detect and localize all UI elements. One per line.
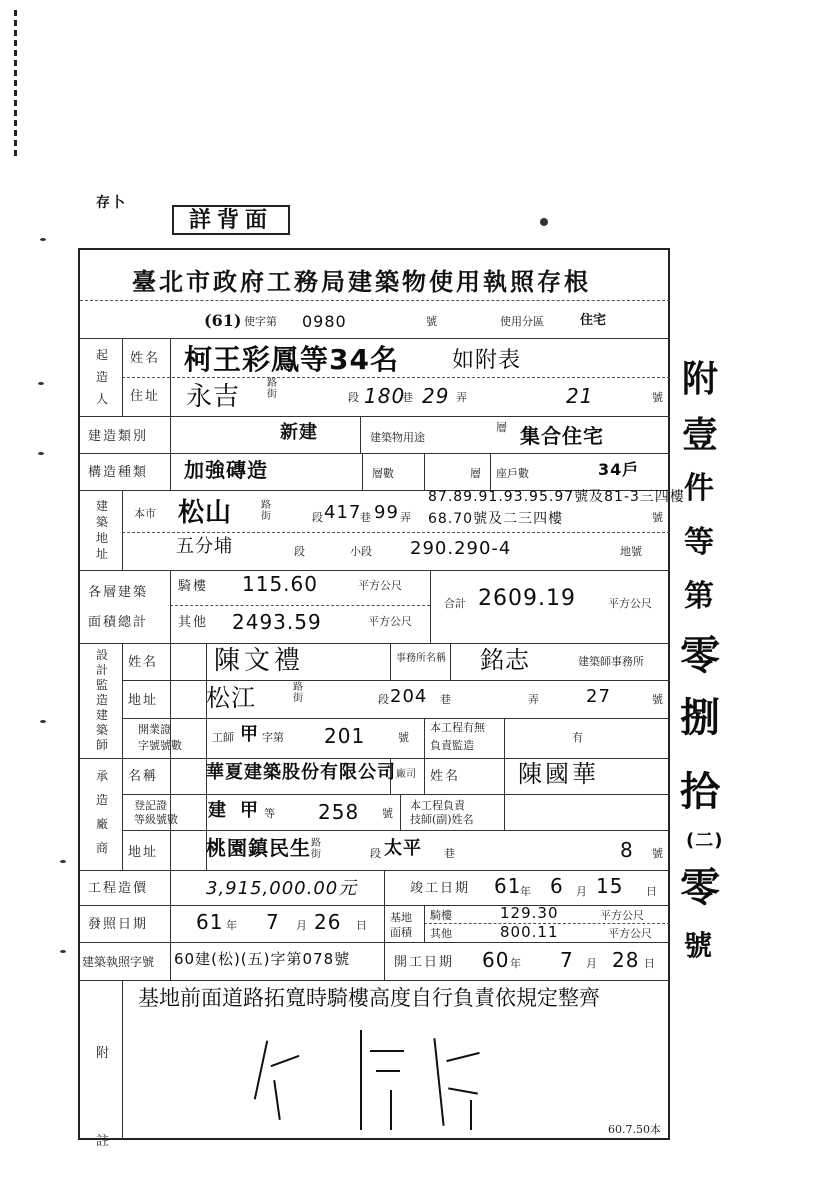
form-title: 臺北市政府工務局建築物使用執照存根 — [132, 267, 591, 296]
complete-year-label: 年 — [520, 885, 531, 898]
contractor-name: 華夏建築股份有限公司 — [206, 762, 396, 783]
start-year: 60 — [482, 948, 510, 972]
duan-label: 段 — [348, 391, 359, 404]
side-glyph: 第 — [684, 579, 715, 614]
floor-other-value: 2493.59 — [232, 610, 322, 634]
contractor-no: 8 — [620, 838, 634, 862]
site-arcade-value: 129.30 — [500, 904, 559, 922]
contractor-reg-no: 258 — [318, 800, 360, 824]
license-hao: 號 — [426, 315, 437, 328]
site-district: 松山 — [178, 498, 233, 528]
contractor-road-label: 路街 — [311, 838, 321, 860]
use-label: 建築物用途 — [370, 431, 425, 444]
side-glyph: 零 — [680, 633, 721, 679]
site-arcade-label: 騎樓 — [430, 909, 452, 922]
architect-license-word: 字第 — [262, 731, 284, 744]
side-glyph: 號 — [684, 929, 714, 962]
supervise-value: 有 — [572, 731, 583, 744]
site-alley: 99 — [374, 502, 399, 523]
complete-month-label: 月 — [576, 885, 587, 898]
license-label: 使字第 — [244, 315, 277, 328]
floor-arcade-label: 騎樓 — [178, 579, 209, 594]
site-section-label: 建築地址 — [96, 499, 109, 561]
applicant-address-label: 住址 — [130, 389, 161, 404]
land-section: 五分埔 — [176, 536, 233, 557]
lane-label: 巷 — [402, 391, 413, 404]
side-glyph: 零 — [680, 865, 721, 911]
contractor-name-label: 名稱 — [128, 769, 159, 784]
lot-label: 地號 — [620, 545, 642, 558]
architect-license-hao: 號 — [398, 731, 409, 744]
site-alley-label: 弄 — [400, 511, 411, 524]
category-label: 建造類別 — [88, 429, 149, 444]
speck — [38, 382, 44, 385]
contractor-tech-label-1: 本工程負責 — [410, 799, 465, 812]
cost-value: 3,915,000.00元 — [206, 878, 358, 899]
contractor-no-label: 號 — [652, 847, 663, 860]
contractor-address: 桃園鎮民生 — [206, 836, 311, 860]
start-date-label: 開工日期 — [394, 955, 455, 970]
use-value: 集合住宅 — [520, 424, 604, 448]
alley-label: 弄 — [456, 391, 467, 404]
contractor-person: 陳國華 — [518, 760, 599, 788]
architect-alley-label: 弄 — [528, 693, 539, 706]
use-floor-label: 層 — [496, 421, 507, 434]
house-number: 21 — [566, 384, 594, 408]
site-road-label: 路街 — [261, 500, 271, 522]
architect-license-label-2: 字號號數 — [138, 739, 182, 752]
side-glyph: 等 — [684, 525, 715, 560]
architect-road-label: 路街 — [293, 682, 303, 704]
alley-number: 29 — [422, 384, 450, 408]
contractor-duan-label: 段 — [370, 847, 381, 860]
notes-text: 基地前面道路拓寬時騎樓高度自行負責依規定整齊 — [138, 986, 600, 1010]
issue-month-label: 月 — [296, 919, 307, 932]
applicant-name: 柯王彩鳳等34名 — [184, 343, 399, 376]
issue-day-label: 日 — [356, 919, 367, 932]
architect-name: 陳文禮 — [214, 646, 305, 676]
site-lane: 417 — [324, 502, 362, 523]
footer-print-info: 60.7.50本 — [608, 1123, 661, 1136]
contractor-tech-label-2: 技師(副)姓名 — [410, 813, 474, 826]
architect-duan-label: 段 — [378, 693, 389, 706]
applicant-section-label: 起造人 — [96, 348, 109, 406]
contractor-lane-label: 巷 — [444, 847, 455, 860]
speck — [60, 950, 66, 953]
road-street-label: 路街 — [267, 378, 277, 400]
zone-label: 使用分區 — [500, 315, 544, 328]
architect-lane-label: 巷 — [440, 693, 451, 706]
issue-month: 7 — [266, 910, 280, 934]
floors-unit: 層 — [470, 467, 481, 480]
site-other-unit: 平方公尺 — [608, 927, 652, 940]
contractor-reg-label-1: 登記證 — [134, 799, 167, 812]
floor-area-label-2: 面積總計 — [88, 615, 149, 630]
issue-date-label: 發照日期 — [88, 917, 149, 932]
lane-number: 180 — [364, 384, 406, 408]
complete-day: 15 — [596, 874, 624, 898]
architect-no-label: 號 — [652, 693, 663, 706]
issue-year-label: 年 — [226, 919, 237, 932]
contractor-name-suffix: 廠司 — [396, 769, 416, 780]
start-year-label: 年 — [510, 957, 521, 970]
notes-section-label: 附註 — [96, 1046, 110, 1149]
floor-other-unit: 平方公尺 — [368, 615, 412, 628]
speck — [40, 238, 46, 241]
structure-value: 加強磚造 — [184, 458, 268, 482]
floor-arcade-unit: 平方公尺 — [358, 579, 402, 592]
architect-license-label: 開業證 — [138, 723, 171, 736]
speck — [60, 860, 66, 863]
complete-year: 61 — [494, 874, 522, 898]
zone-value: 住宅 — [580, 313, 607, 328]
site-numbers: 87.89.91.93.95.97號及81-3三四樓 — [428, 489, 685, 505]
side-glyph: 壹 — [682, 415, 720, 456]
scan-edge-marks — [2, 0, 22, 170]
complete-date-label: 竣工日期 — [410, 881, 471, 896]
issue-day: 26 — [314, 910, 342, 934]
site-arcade-unit: 平方公尺 — [600, 909, 644, 922]
site-area-label-1: 基地 — [390, 911, 412, 924]
floor-area-label-1: 各層建築 — [88, 585, 149, 600]
detail-back-stamp: 詳背面 — [172, 205, 290, 235]
site-duan-label: 段 — [312, 511, 323, 524]
site-other-label: 其他 — [430, 927, 452, 940]
supervise-label-2: 負責監造 — [430, 739, 474, 752]
floors-label: 層數 — [372, 467, 394, 480]
architect-office-label: 事務所名稱 — [396, 653, 446, 664]
applicant-name-note: 如附表 — [452, 348, 522, 373]
start-day: 28 — [612, 948, 640, 972]
permit-value: 60建(松)(五)字第078號 — [174, 950, 351, 968]
applicant-name-label: 姓名 — [130, 351, 161, 366]
usage-license-form — [78, 248, 685, 1149]
architect-license-prefix: 工師 — [212, 731, 234, 744]
speck — [38, 452, 44, 455]
complete-month: 6 — [550, 874, 564, 898]
site-numbers-2: 68.70號及二三四樓 — [428, 511, 564, 527]
side-fragment — [676, 352, 726, 992]
architect-address-label: 地址 — [128, 693, 159, 708]
city-label: 本市 — [134, 507, 156, 520]
side-glyph: 拾 — [680, 769, 721, 815]
land-duan-label: 段 — [294, 545, 305, 558]
floor-arcade-value: 115.60 — [242, 572, 318, 596]
land-subduan-label: 小段 — [350, 545, 372, 558]
side-glyph: 件 — [684, 471, 715, 506]
structure-label: 構造種類 — [88, 465, 149, 480]
architect-name-label: 姓名 — [128, 655, 159, 670]
site-hao-label: 號 — [652, 511, 663, 524]
contractor-reg-prefix: 建 — [208, 800, 227, 821]
license-number: 0980 — [302, 312, 347, 331]
architect-office: 銘志 — [480, 646, 530, 674]
speck — [40, 720, 46, 723]
units-value: 34戶 — [598, 460, 640, 479]
architect-license-grade: 甲 — [240, 724, 259, 745]
site-lane-label: 巷 — [360, 511, 371, 524]
units-label: 座戶數 — [496, 467, 529, 480]
architect-address: 松江 — [206, 684, 256, 712]
floor-other-label: 其他 — [178, 615, 209, 630]
contractor-reg-hao: 號 — [382, 807, 393, 820]
side-glyph: 捌 — [680, 695, 721, 741]
license-year: (61) — [204, 311, 242, 330]
floor-total-label: 合計 — [444, 597, 466, 610]
site-area-label-2: 面積 — [390, 926, 412, 939]
issue-year: 61 — [196, 910, 224, 934]
architect-license-no: 201 — [324, 724, 366, 748]
cost-label: 工程造價 — [88, 881, 149, 896]
floor-total-value: 2609.19 — [478, 586, 576, 611]
architect-no: 27 — [586, 686, 611, 707]
start-month-label: 月 — [586, 957, 597, 970]
lot-number: 290.290-4 — [410, 538, 512, 559]
site-other-value: 800.11 — [500, 923, 559, 941]
floor-total-unit: 平方公尺 — [608, 597, 652, 610]
supervise-label-1: 本工程有無 — [430, 721, 485, 734]
applicant-city: 永吉 — [186, 382, 241, 412]
contractor-section-label: 承造廠商 — [96, 769, 109, 855]
contractor-reg-grade: 甲 — [240, 800, 259, 821]
start-day-label: 日 — [644, 957, 655, 970]
complete-day-label: 日 — [646, 885, 657, 898]
side-glyph: 附 — [682, 359, 720, 400]
contractor-reg-word: 等 — [264, 807, 275, 820]
speck — [540, 218, 548, 226]
contractor-reg-label-2: 等級號數 — [134, 813, 178, 826]
handwritten-signatures — [190, 1030, 500, 1140]
contractor-address-label: 地址 — [128, 845, 159, 860]
corner-mark: 存卜 — [96, 195, 126, 211]
category-value: 新建 — [280, 422, 318, 443]
start-month: 7 — [560, 948, 574, 972]
architect-office-suffix: 建築師事務所 — [578, 655, 644, 668]
side-glyph: (二) — [686, 830, 724, 851]
contractor-person-label: 姓名 — [430, 769, 461, 784]
architect-section-label: 設計監造建築師 — [96, 648, 109, 752]
permit-label: 建築執照字號 — [82, 955, 155, 969]
contractor-lane: 太平 — [384, 838, 422, 859]
house-number-label: 號 — [652, 391, 663, 404]
architect-lane: 204 — [390, 686, 428, 707]
